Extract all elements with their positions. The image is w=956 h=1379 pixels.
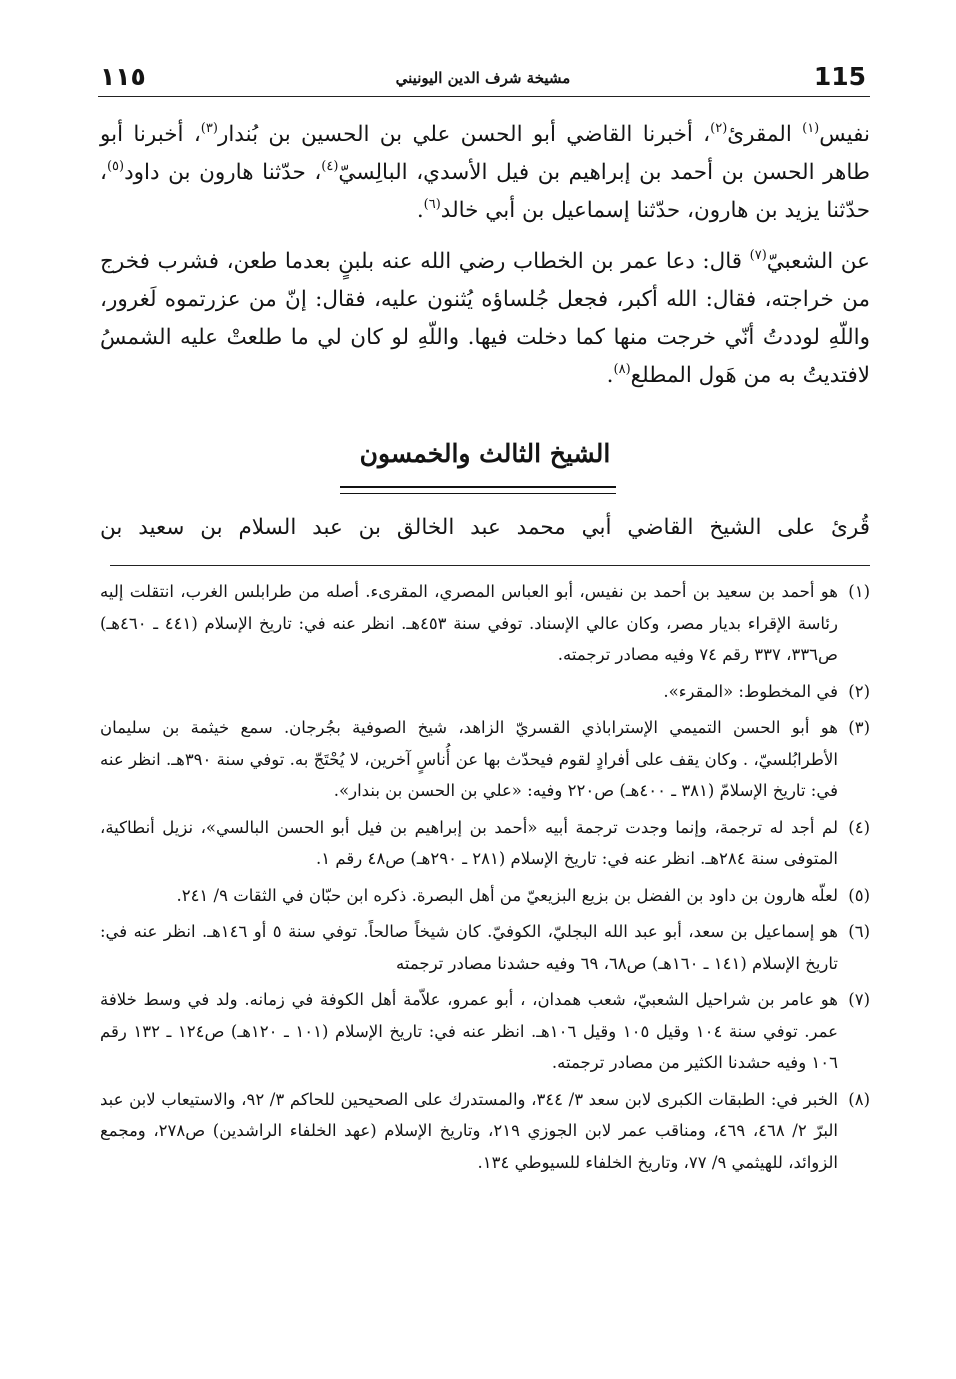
footnote-text: الخبر في: الطبقات الكبرى لابن سعد ٣/ ٣٤٤، والمستدرك على الصحيحين للحاكم ٣/ ٩٢، والاستيعاب لابن عبد البرّ ٢/ ٤٦٨، ٤٦٩، ومناقب عمر لابن الجوزي ٢١٩، وتاريخ الإسلام (عهد الخلفاء الراشدين) ص٢٧٨، ومجمع الزوائد، للهيثمي ٩/ ٧٧، وتاريخ الخلفاء للسيوطي ١٣٤. [100, 1089, 839, 1172]
footnote-text: هو أحمد بن سعيد بن أحمد بن نفيس، أبو العباس المصري، المقرىء. أصله من طرابلس الغرب، انتقلت إليه رئاسة الإقراء بديار مصر، وكان عالي الإسناد. توفي سنة ٤٥٣هـ. انظر عنه في: تاريخ الإسلام (٤٤١ ـ ٤٦٠هـ) ص٣٣٦، ٣٣٧ رقم ٧٤ وفيه مصادر ترجمته. [100, 582, 838, 664]
footnote-number: (٤) [848, 817, 870, 837]
footnote-text: هو أبو الحسن التميمي الإستراباذي القسريّ الزاهد، شيخ الصوفية بجُرجان. سمع خيثمة بن سليمان الأطرابُلسيّ، . وكان يقف على أفرادٍ لقوم فيحدّث بها عن أُناسٍ آخرين، لا يُحْتَجّ به. توفي سنة ٣٩٠هـ. انظر عنه في: تاريخ الإسلامّ (٣٨١ ـ ٤٠٠هـ) ص٢٢٠ وفيه: «علي بن الحسن بن بندار». [100, 718, 838, 800]
footnote-ref-6: (٦) [423, 197, 441, 212]
footnote-text: لعلّه هارون بن داود بن الفضل بن بزيع البزيعيّ من أهل البصرة. ذكره ابن حبّان في الثقات ٩/ ٢٤١. [176, 885, 838, 905]
page-header [100, 62, 866, 98]
footnote-number: (٣) [848, 718, 870, 737]
section-title-rule-thick [340, 486, 616, 488]
footnote-number: (٥) [848, 885, 870, 905]
section-intro-line: قُرئ على الشيخ القاضي أبي محمد عبد الخالق بن عبد السلام بن سعيد بن [100, 515, 870, 540]
footnote [100, 812, 870, 875]
footnote-ref-3: (٣) [200, 121, 218, 136]
header-rule [98, 96, 870, 97]
footnote [100, 916, 870, 979]
footnote [100, 880, 870, 912]
section-title: الشيخ الثالث والخمسون [359, 439, 611, 468]
footnotes-rule [110, 565, 870, 566]
footnote-text: هو إسماعيل بن سعد، أبو عبد الله البجليّ، الكوفيّ. كان شيخاً صالحاً. توفي سنة ٥ أو ١٤٦هـ. انظر عنه في: تاريخ الإسلام (١٤١ ـ ١٦٠هـ) ص٦٨، ٦٩ وفيه حشدنا مصادر ترجمته [100, 922, 839, 973]
footnote-number: (٨) [848, 1089, 870, 1109]
footnote-text: في المخطوط: «المقرء». [663, 681, 838, 701]
footnote [100, 1084, 870, 1179]
page-number-arabic: ١١٥ [100, 62, 146, 91]
page-number-latin: 115 [813, 62, 866, 91]
footnote-ref-1: (١) [802, 121, 820, 136]
paragraph-matn: عن الشعبيّ$^{(٧)}$ قال: دعا عمر بن الخطاب رضي الله عنه بلبنٍ بعدما طعن، فشرب فخرج من خراجته، فقال: الله أكبر، فجعل جُلساؤه يُثنون عليه، فقال: إنّ من عزرتموه لَغرور، واللّهِ لوددتُ أنّي خرجت منها كما دخلت فيها. واللّهِ لو كان لي ما طلعتْ عليه الشمسُ لافتديتُ به من هَول المطلع$^{(٨)}$. [100, 248, 870, 388]
footnote-text: لم أجد له ترجمة، وإنما وجدت ترجمة أبيه «أحمد بن إبراهيم بن فيل أبو الحسن البالسي»، نزيل أنطاكية، المتوفى سنة ٢٨٤هـ. انظر عنه في: تاريخ الإسلام (٢٨١ ـ ٢٩٠هـ) ص٤٨ رقم ١. [100, 817, 838, 868]
footnote [100, 676, 870, 708]
section-title-rule-thin [340, 493, 616, 494]
footnote [100, 712, 870, 807]
running-title: مشيخة شرف الدين اليونيني [395, 69, 571, 87]
footnote [100, 984, 870, 1079]
footnote-ref-5: (٥) [106, 159, 125, 174]
footnote-number: (٢) [848, 681, 870, 701]
footnotes [100, 576, 870, 1183]
footnote-number: (٧) [848, 990, 870, 1009]
footnote-ref-2: (٢) [710, 121, 728, 136]
footnote-text: هو عامر بن شراحيل الشعبيّ، شعب همدان، ، أبو عمرو، علاّمة أهل الكوفة في زمانه. ولد في وسط خلافة عمر. توفي سنة ١٠٤ وقيل ١٠٥ وقيل ١٠٦هـ. انظر عنه في: تاريخ الإسلام (١٠١ ـ ١٢٠هـ) ص١٢٤ ـ ١٣٢ رقم ١٠٦ وفيه حشدنا الكثير من مصادر ترجمته. [100, 990, 839, 1072]
footnote-ref-8: (٨) [613, 362, 631, 377]
paragraph-isnad: نفيس$^{(١)}$ المقرئ$^{(٢)}$، أخبرنا القاضي أبو الحسن علي بن الحسين بن بُندار$^{(٣)}$، أخبرنا أبو طاهر الحسن بن أحمد بن إبراهيم بن فيل الأسدي، البالِسيّ$^{(٤)}$، حدّثنا هارون بن داود$^{(٥)}$، حدّثنا يزيد بن هارون، حدّثنا إسماعيل بن أبي خالد$^{(٦)}$. [100, 121, 871, 223]
footnote-ref-4: (٤) [321, 159, 339, 174]
footnote-ref-7: (٧) [749, 248, 767, 263]
footnote-number: (٦) [848, 922, 870, 941]
main-text [100, 116, 870, 395]
footnote [100, 576, 870, 671]
footnote-number: (١) [848, 582, 870, 601]
